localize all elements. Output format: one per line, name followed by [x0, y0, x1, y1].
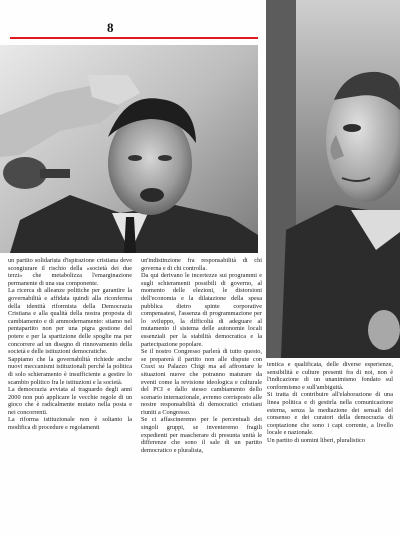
paragraph: Si tratta di contribuire all'elaborazione di una linea politica e di gestirla nella comunicazione esterna, senza la mediazione dei sensali del consenso e dei curatori della democrazia di cooptazione che sono i capi corrente, a livello locale e nazionale. [267, 391, 393, 437]
side-photo-image [266, 0, 400, 358]
main-photo [0, 45, 258, 253]
paragraph: tentica e qualificata, delle diverse esperienze, sensibilità e culture presenti fra di noi, non è l'indicazione di un unanimismo fondato sul conformismo e sull'ambiguità. [267, 361, 393, 391]
paragraph: Da qui derivano le incertezze sui programmi e sugli schieramenti possibili di governo, al momento delle elezioni, le distorsioni dell'economia e la dilatazione della spesa pubblica dietro spinte corporative compensatesi, l'assenza di programmazione per lo sviluppo, la difficoltà di adeguare al mutamento il sistema delle autonomie locali essenziali per la stabilità democratica e la partecipazione popolare. [141, 272, 262, 348]
paragraph: un partito solidarista d'ispirazione cristiana deve scongiurare il rischio della «società dei due terzi» che metabolizza l'emarginazione permanente di una sua componente. [8, 257, 132, 287]
page-number: 8 [107, 20, 114, 35]
paragraph: un'indistinzione fra responsabilità di chi governa e di chi controlla. [141, 257, 262, 272]
paragraph: Sappiamo che la governabilità richiede anche nuovi meccanismi istituzionali perché la politica di solo schieramento è insufficiente a gestire lo scambio politico fra le istituzioni e la società. [8, 355, 132, 386]
main-photo-image [0, 45, 258, 253]
paragraph: Se ci affascineremo per le percentuali dei singoli gruppi, se inventeremo fragili expedienti per mascherare di presunta unità le differenze che sono il sale di un partito democratico e pluralista, [141, 416, 262, 454]
article-column-2 [141, 257, 262, 454]
header-rule [10, 37, 258, 39]
paragraph: La riforma istituzionale non è soltanto la modifica di procedure e regolamenti [8, 416, 132, 432]
paragraph: La ricerca di alleanze politiche per garantire la governabilità e affidata quindi alla riconferma della identità riformista della Democrazia Cristiana e alla qualità della nostra proposta di cambiamento e di ammodernamento: stiamo nel pentapartito non per una pigra gestione del potere e per la spartizione delle spoglie ma per concorrere ad un disegno di rinnovamento della società e delle istituzioni democratiche. [8, 287, 132, 356]
paragraph: Un partito di uomini liberi, pluralistico [267, 436, 365, 444]
paragraph: La democrazia avviata al traguardo degli anni 2000 non può applicare le vecchie regole di un gioco che è radicalmente mutato nella posta e nei concorrenti. [8, 386, 132, 416]
paragraph: Se il nostro Congresso parlerà di tutto questo, se preparerà il partito non alle dispute con Craxi su Palazzo Chigi ma ad affrontare le situazioni nuove che potranno maturare da eventi come la revisione ideologica e culturale del PCI e dallo stesso cambiamento dello scenario internazionale, avremo corrisposto alle nostre responsabilità di democratici cristiani riuniti a Congresso. [141, 348, 262, 416]
article-column-3 [267, 361, 393, 445]
side-photo [266, 0, 400, 358]
article-column-1 [8, 257, 132, 432]
